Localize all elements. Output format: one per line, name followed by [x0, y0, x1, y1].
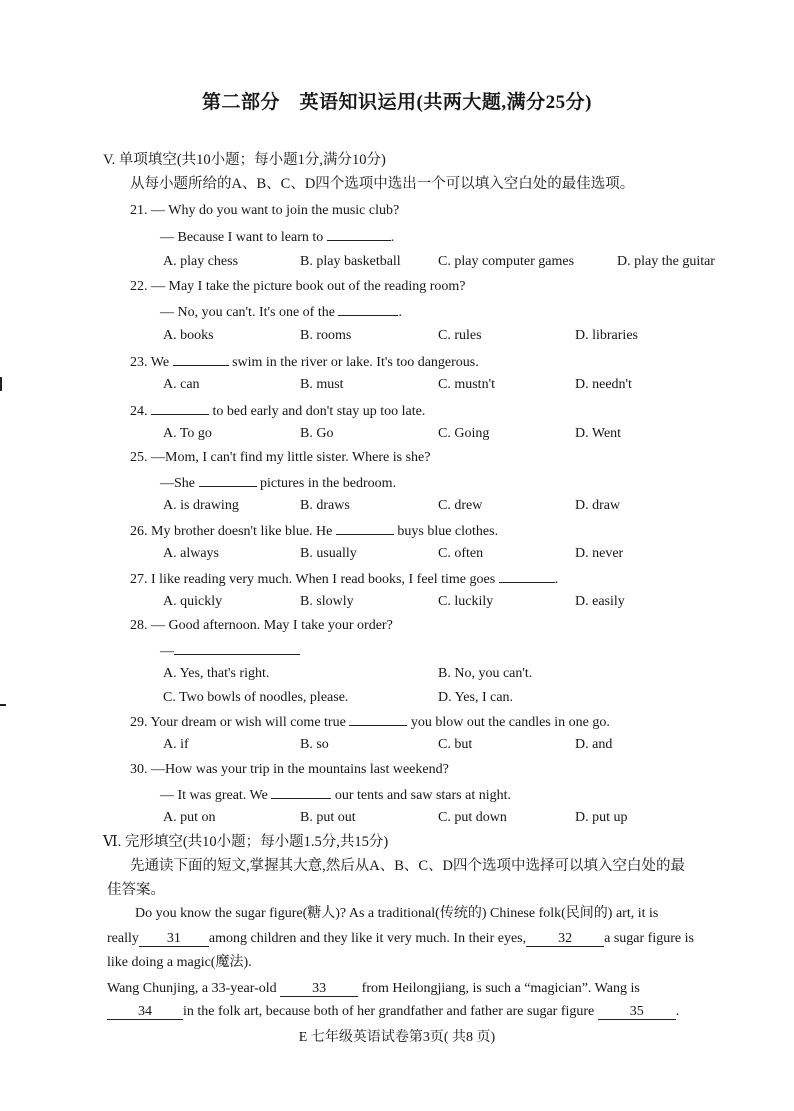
q27-blank [499, 570, 555, 583]
passage-text: from Heilongjiang, is such a “magician”. Wang is [361, 981, 640, 996]
q26-option-b: B. usually [300, 546, 357, 561]
q25-blank [199, 474, 257, 487]
q26-text-a: 26. My brother doesn't like blue. He [130, 524, 333, 539]
passage-p1-line2 [107, 931, 694, 948]
q24-text-a: 24. [130, 404, 148, 419]
q22-option-c: C. rules [438, 328, 482, 343]
blank-34: 34 [107, 1005, 183, 1020]
passage-text: . [675, 1004, 680, 1019]
q24-option-a: A. To go [163, 426, 212, 441]
q23-option-a: A. can [163, 377, 200, 392]
q30-text-b: our tents and saw stars at night. [334, 788, 511, 803]
q23-question [130, 353, 479, 372]
passage-p1-line1: Do you know the sugar figure(糖人)? As a traditional(传统的) Chinese folk(民间的) art, it is [135, 906, 659, 921]
q22-response-text: — No, you can't. It's one of the [160, 305, 335, 320]
q28-option-a: A. Yes, that's right. [163, 666, 270, 681]
q28-dash: — [160, 644, 174, 659]
scan-mark [0, 704, 6, 706]
section-5-heading: V. 单项填空(共10小题；每小题1分,满分10分) [103, 152, 386, 168]
q26-question [130, 522, 498, 541]
q21-blank [327, 228, 391, 241]
q25-option-a: A. is drawing [163, 498, 239, 513]
q30-blank [271, 786, 331, 799]
passage-text: really [107, 931, 139, 946]
q29-option-b: B. so [300, 737, 329, 752]
q25-option-b: B. draws [300, 498, 350, 513]
passage-text: Wang Chunjing, a 33-year-old [107, 981, 277, 996]
q24-option-d: D. Went [575, 426, 622, 441]
q22-response [160, 303, 402, 322]
q23-option-b: B. must [300, 377, 344, 392]
q22-question: 22. — May I take the picture book out of the reading room? [130, 279, 466, 294]
q28-question: 28. — Good afternoon. May I take your order? [130, 618, 393, 633]
q29-text-a: 29. Your dream or wish will come true [130, 715, 346, 730]
q30-option-c: C. put down [438, 810, 507, 825]
q21-response-text: — Because I want to learn to [160, 230, 324, 245]
q21-period: . [390, 230, 395, 245]
q24-text-b: to bed early and don't stay up too late. [212, 404, 426, 419]
q23-option-d: D. needn't [575, 377, 632, 392]
q21-option-a: A. play chess [163, 254, 239, 269]
blank-31: 31 [139, 932, 209, 947]
q27-text-a: 27. I like reading very much. When I read books, I feel time goes [130, 572, 496, 587]
q26-option-d: D. never [575, 546, 624, 561]
q22-option-b: B. rooms [300, 328, 352, 343]
q27-option-d: D. easily [575, 594, 625, 609]
q26-text-b: buys blue clothes. [397, 524, 499, 539]
blank-33: 33 [280, 982, 358, 997]
q27-option-b: B. slowly [300, 594, 354, 609]
q21-option-d: D. play the guitar [617, 254, 715, 269]
q25-question: 25. —Mom, I can't find my little sister. Where is she? [130, 450, 431, 465]
q30-option-b: B. put out [300, 810, 356, 825]
blank-32: 32 [526, 932, 604, 947]
q23-text-b: swim in the river or lake. It's too dangerous. [232, 355, 479, 370]
q30-option-d: D. put up [575, 810, 628, 825]
passage-text: a sugar figure is [604, 931, 694, 946]
q26-blank [336, 522, 394, 535]
q29-option-a: A. if [163, 737, 189, 752]
q24-option-b: B. Go [300, 426, 334, 441]
q28-blank [174, 642, 300, 655]
q30-response [160, 786, 511, 805]
q25-text-a: —She [160, 476, 195, 491]
page-footer: E 七年级英语试卷第3页( 共8 页) [298, 1030, 496, 1045]
blank-35: 35 [598, 1005, 676, 1020]
q29-blank [349, 713, 407, 726]
q24-blank [151, 402, 209, 415]
q24-question [130, 402, 425, 421]
q29-option-d: D. and [575, 737, 613, 752]
q25-response [160, 474, 396, 493]
q30-option-a: A. put on [163, 810, 216, 825]
q21-option-c: C. play computer games [438, 254, 575, 269]
q26-option-c: C. often [438, 546, 484, 561]
q24-option-c: C. Going [438, 426, 490, 441]
q29-question [130, 713, 610, 732]
q27-period: . [554, 572, 559, 587]
q23-blank [173, 353, 229, 366]
q30-question: 30. —How was your trip in the mountains last weekend? [130, 762, 449, 777]
passage-text: in the folk art, because both of her grandfather and father are sugar figure [183, 1004, 595, 1019]
q27-question [130, 570, 558, 589]
q30-text-a: — It was great. We [160, 788, 268, 803]
q21-response [160, 228, 394, 247]
q22-blank [338, 303, 398, 316]
q26-option-a: A. always [163, 546, 219, 561]
section-6-instruction-line2: 佳答案。 [107, 882, 165, 898]
section-6-instruction-line1: 先通读下面的短文,掌握其大意,然后从A、B、C、D四个选项中选择可以填入空白处的最 [130, 858, 686, 874]
q21-question: 21. — Why do you want to join the music club? [130, 203, 400, 218]
page-title: 第二部分 英语知识运用(共两大题,满分25分) [202, 92, 592, 113]
q27-option-a: A. quickly [163, 594, 223, 609]
q22-option-a: A. books [163, 328, 214, 343]
passage-text: among children and they like it very much. In their eyes, [208, 931, 527, 946]
passage-p1-line3: like doing a magic(魔法). [107, 955, 252, 970]
q23-text-a: 23. We [130, 355, 170, 370]
q25-option-c: C. drew [438, 498, 483, 513]
scan-mark [0, 377, 2, 391]
q28-option-d: D. Yes, I can. [438, 690, 514, 705]
q22-period: . [398, 305, 402, 320]
q28-option-b: B. No, you can't. [438, 666, 533, 681]
q27-option-c: C. luckily [438, 594, 494, 609]
q25-text-b: pictures in the bedroom. [260, 476, 397, 491]
section-5-instruction: 从每小题所给的A、B、C、D四个选项中选出一个可以填入空白处的最佳选项。 [130, 176, 635, 192]
q21-option-b: B. play basketball [300, 254, 401, 269]
q23-option-c: C. mustn't [438, 377, 495, 392]
q22-option-d: D. libraries [575, 328, 638, 343]
q28-response [160, 642, 300, 661]
q25-option-d: D. draw [575, 498, 621, 513]
passage-p2-line1 [107, 981, 640, 998]
section-6-heading: Ⅵ. 完形填空(共10小题；每小题1.5分,共15分) [103, 834, 389, 850]
passage-p2-line2 [107, 1004, 679, 1021]
q29-option-c: C. but [438, 737, 473, 752]
q29-text-b: you blow out the candles in one go. [410, 715, 610, 730]
q28-option-c: C. Two bowls of noodles, please. [163, 690, 349, 705]
